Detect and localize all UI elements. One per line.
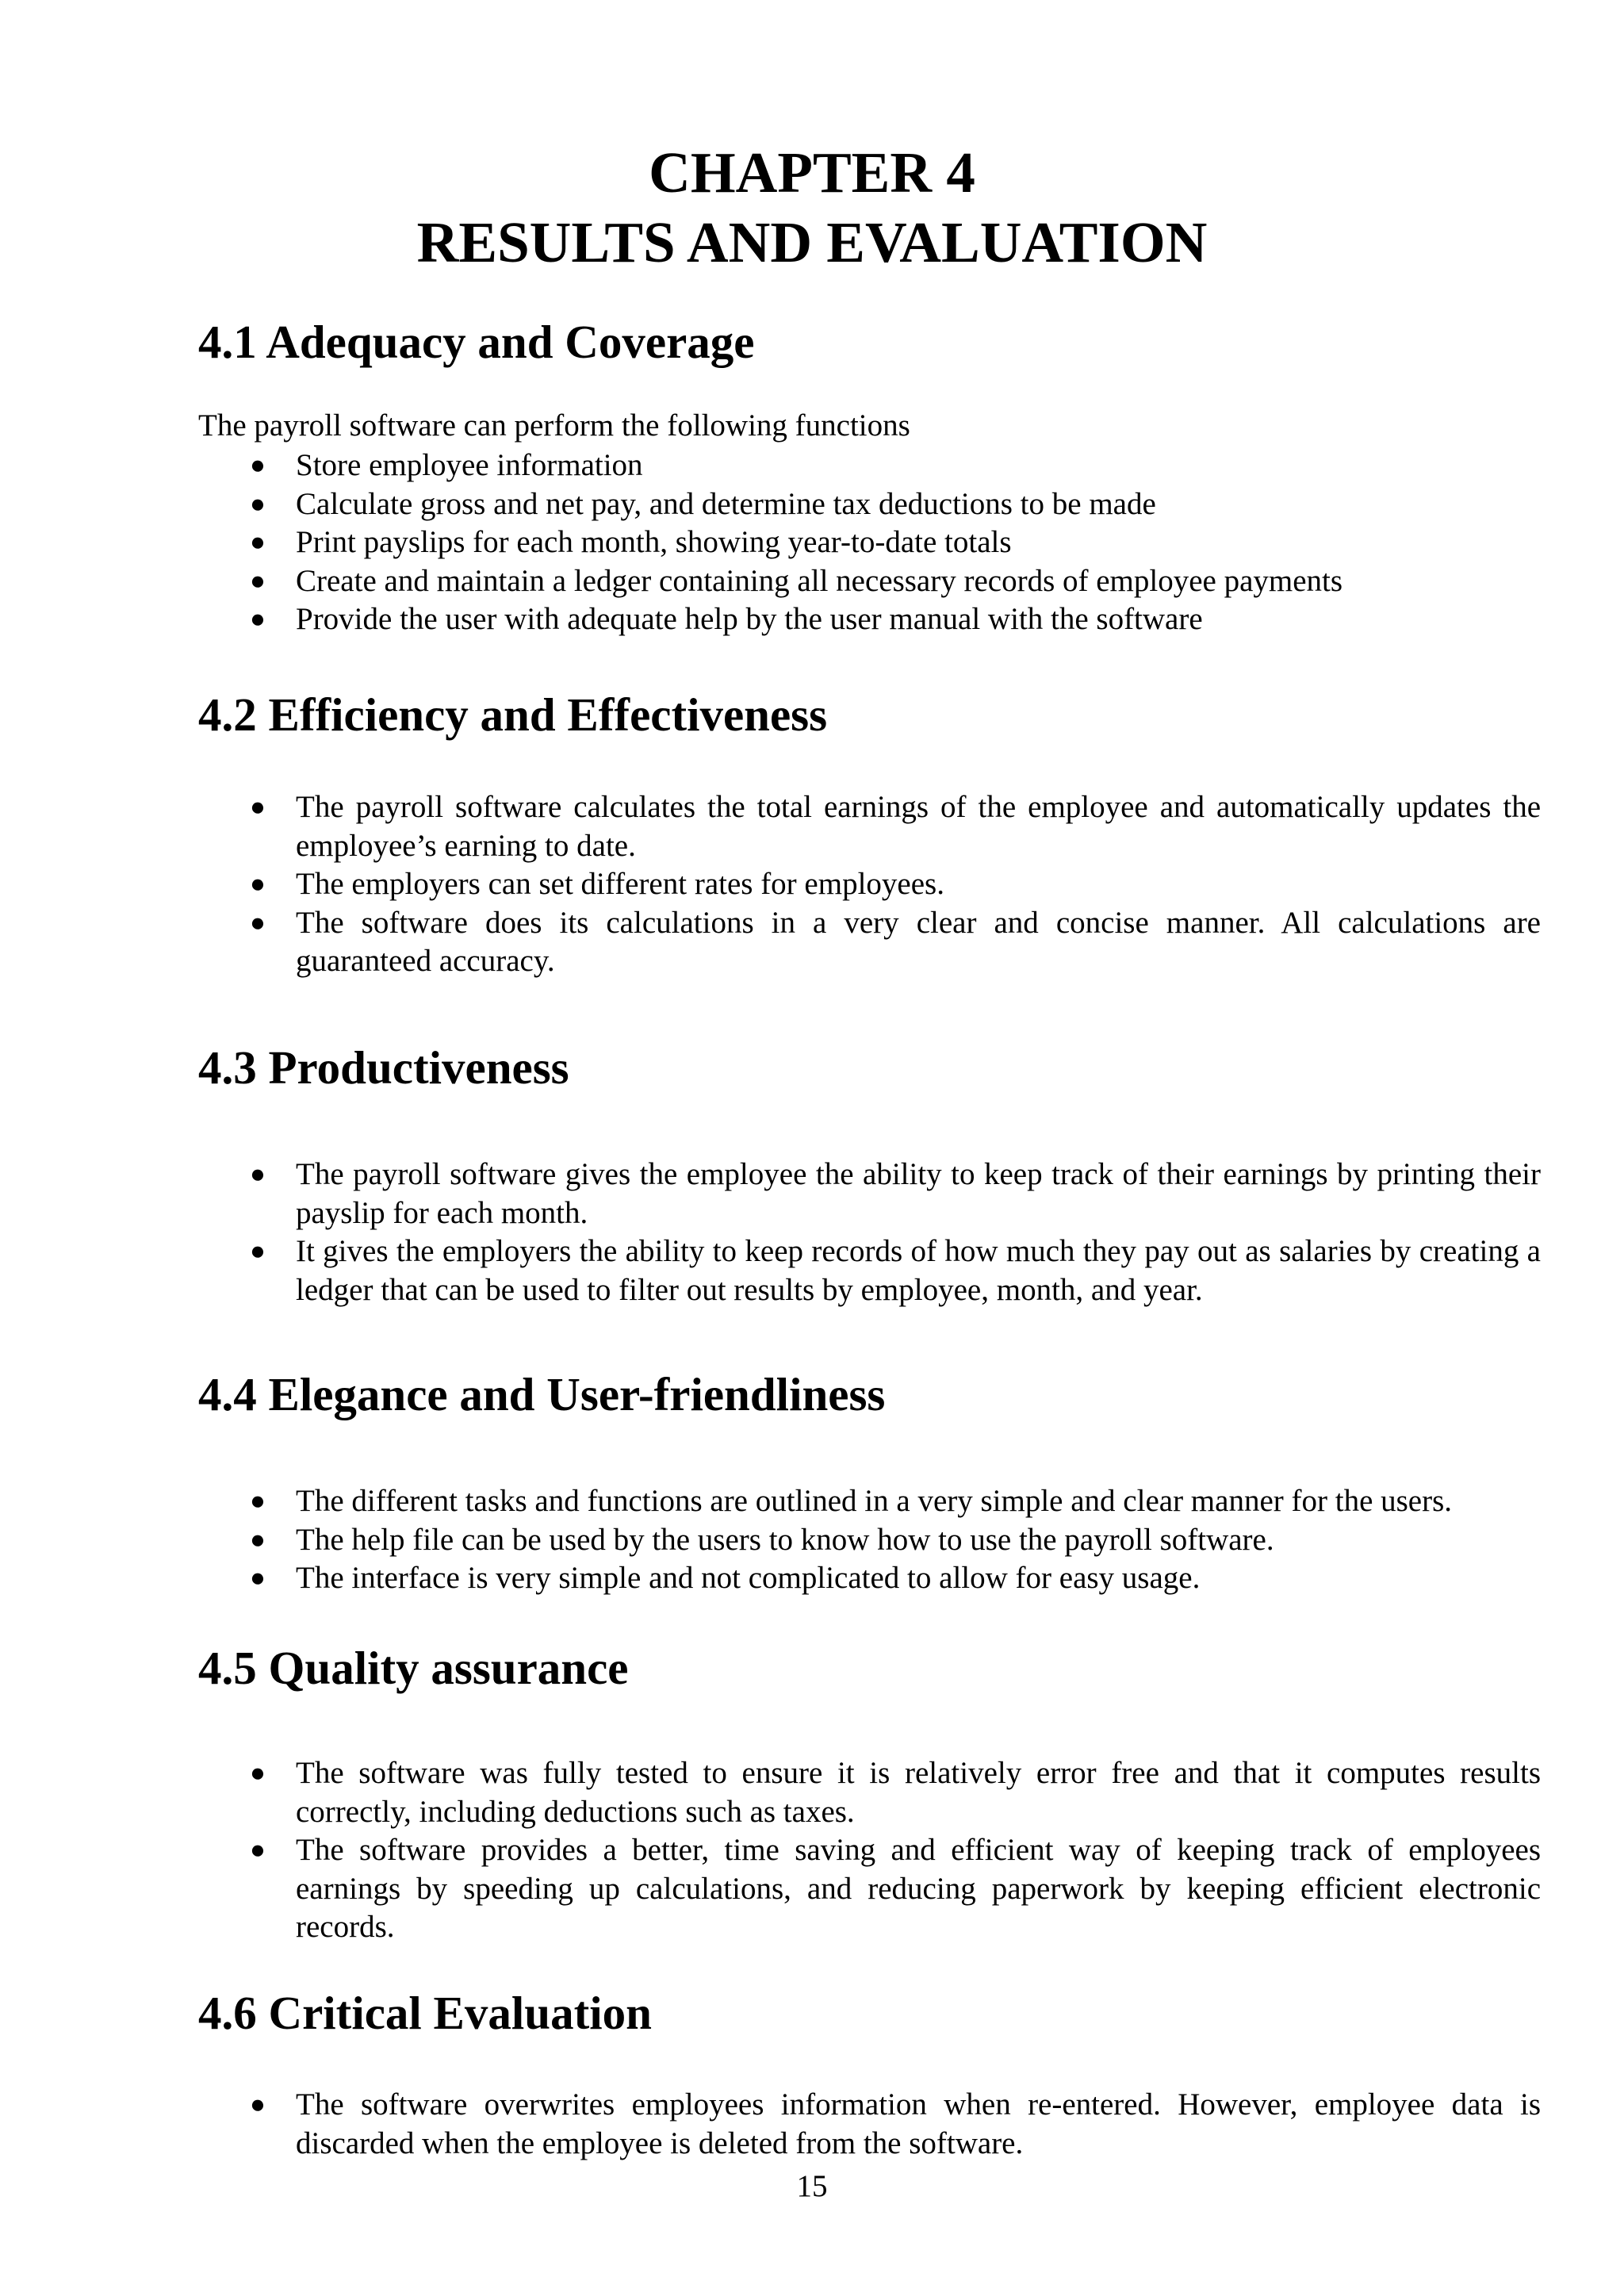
section-title-4-3: 4.3 Productiveness (198, 1041, 569, 1094)
list-item: ● The help file can be used by the users to know how to use the payroll software. (0, 1521, 1541, 1560)
bullet-list-4-3 (0, 1156, 1624, 1309)
list-item: ● The interface is very simple and not complicated to allow for easy usage. (0, 1559, 1541, 1598)
bullet-list-4-1 (0, 447, 1624, 639)
list-item: ● Calculate gross and net pay, and determine tax deductions to be made (0, 485, 1541, 524)
list-item: ● The different tasks and functions are outlined in a very simple and clear manner for the users. (0, 1482, 1541, 1521)
list-item: ● The software was fully tested to ensure it is relatively error free and that it computes results correctly, including deductions such as taxes. (250, 1756, 1541, 1829)
bullet-icon: ● (250, 1564, 266, 1593)
bullet-icon: ● (250, 793, 266, 822)
bullet-icon: ● (250, 1836, 266, 1865)
bullet-icon: ● (250, 1487, 266, 1516)
list-item: ● The payroll software gives the employee the ability to keep track of their earnings by printing their payslip for each month. (250, 1157, 1541, 1230)
page-number: 15 (796, 2169, 828, 2203)
section-title-4-6: 4.6 Critical Evaluation (198, 1987, 652, 2039)
list-item: ● The employers can set different rates for employees. (0, 865, 1541, 904)
bullet-icon: ● (250, 870, 266, 899)
section-title-4-2: 4.2 Efficiency and Effectiveness (198, 688, 828, 741)
chapter-title: RESULTS AND EVALUATION (416, 210, 1208, 274)
bullet-icon: ● (250, 1759, 266, 1788)
bullet-icon: ● (250, 2091, 266, 2119)
list-item: ● Create and maintain a ledger containing all necessary records of employee payments (0, 562, 1541, 601)
bullet-list-4-5 (0, 1754, 1624, 1947)
list-item: ● The software overwrites employees information when re-entered. However, employee data is discarded when the employee is deleted from the software. (250, 2087, 1541, 2160)
bullet-icon: ● (250, 566, 266, 596)
bullet-icon: ● (250, 1237, 266, 1266)
section-title-4-1: 4.1 Adequacy and Coverage (198, 316, 755, 368)
bullet-list-4-4 (0, 1482, 1624, 1598)
bullet-icon: ● (250, 1160, 266, 1189)
list-item: ● Print payslips for each month, showing year-to-date totals (0, 523, 1541, 562)
section-intro-4-1: The payroll software can perform the following functions (198, 408, 910, 443)
section-title-4-5: 4.5 Quality assurance (198, 1642, 629, 1694)
list-item: ● The software does its calculations in a very clear and concise manner. All calculations are guaranteed accuracy. (250, 905, 1541, 978)
bullet-list-4-6 (0, 2086, 1624, 2163)
chapter-heading (0, 138, 1624, 278)
list-item: ● The payroll software calculates the total earnings of the employee and automatically updates the employee’s earning to date. (250, 790, 1541, 863)
chapter-number: CHAPTER 4 (649, 140, 975, 205)
list-item: ● Provide the user with adequate help by the user manual with the software (0, 600, 1541, 639)
bullet-icon: ● (250, 528, 266, 557)
section-title-4-4: 4.4 Elegance and User-friendliness (198, 1368, 886, 1420)
bullet-icon: ● (250, 605, 266, 634)
bullet-icon: ● (250, 1525, 266, 1554)
bullet-icon: ● (250, 489, 266, 519)
list-item: ● Store employee information (0, 447, 1541, 485)
bullet-icon: ● (250, 451, 266, 480)
bullet-list-4-2 (0, 788, 1624, 981)
list-item: ● The software provides a better, time saving and efficient way of keeping track of employees earnings by speeding up calculations, and reducing paperwork by keeping efficient electronic records. (250, 1833, 1541, 1944)
list-item: ● It gives the employers the ability to keep records of how much they pay out as salaries by creating a ledger that can be used to filter out results by employee, month, and year. (250, 1234, 1541, 1307)
bullet-icon: ● (250, 908, 266, 937)
